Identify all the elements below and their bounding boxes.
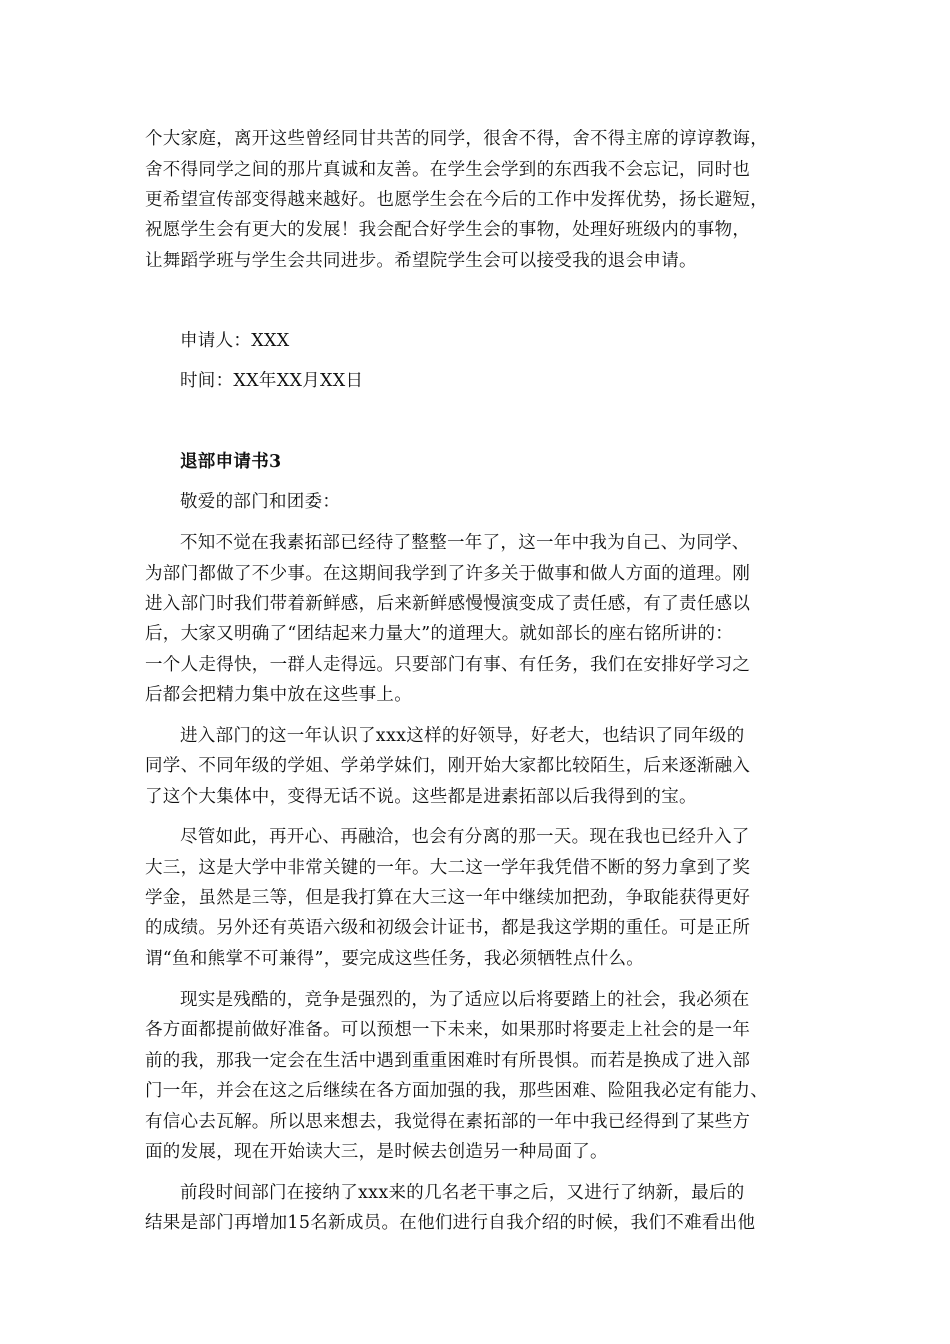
text-line: 前段时间部门在接纳了xxx来的几名老干事之后，又进行了纳新，最后的 <box>180 1183 745 1203</box>
text-line: 一个人走得快，一群人走得远。只要部门有事、有任务，我们在安排好学习之 <box>145 655 751 675</box>
date-line: 时间：XX年XX月XX日 <box>180 371 364 391</box>
text-line: 尽管如此，再开心、再融洽，也会有分离的那一天。现在我也已经升入了 <box>180 827 750 847</box>
text-line: 祝愿学生会有更大的发展！我会配合好学生会的事物，处理好班级内的事物， <box>145 220 751 240</box>
text-line: 了这个大集体中，变得无话不说。这些都是进素拓部以后我得到的宝。 <box>145 787 697 807</box>
text-line: 谓“鱼和熊掌不可兼得”，要完成这些任务，我必须牺牲点什么。 <box>145 949 645 969</box>
text-line: 更希望宣传部变得越来越好。也愿学生会在今后的工作中发挥优势，扬长避短， <box>145 190 768 210</box>
text-line: 的成绩。另外还有英语六级和初级会计证书，都是我这学期的重任。可是正所 <box>145 918 751 938</box>
text-line: 大三，这是大学中非常关键的一年。大二这一学年我凭借不断的努力拿到了奖 <box>145 858 751 878</box>
text-line: 进入部门的这一年认识了xxx这样的好领导，好老大，也结识了同年级的 <box>180 726 745 746</box>
text-line: 进入部门时我们带着新鲜感，后来新鲜感慢慢演变成了责任感，有了责任感以 <box>145 594 751 614</box>
applicant-line: 申请人：XXX <box>180 331 290 351</box>
text-line: 学金，虽然是三等，但是我打算在大三这一年中继续加把劲，争取能获得更好 <box>145 888 751 908</box>
text-line: 同学、不同年级的学姐、学弟学妹们，刚开始大家都比较陌生，后来逐渐融入 <box>145 756 751 776</box>
text-line: 让舞蹈学班与学生会共同进步。希望院学生会可以接受我的退会申请。 <box>145 251 697 271</box>
text-line: 为部门都做了不少事。在这期间我学到了许多关于做事和做人方面的道理。刚 <box>145 564 751 584</box>
text-line: 门一年，并会在这之后继续在各方面加强的我，那些困难、险阻我必定有能力、 <box>145 1081 768 1101</box>
text-line: 后都会把精力集中放在这些事上。 <box>145 685 412 705</box>
text-line: 个大家庭，离开这些曾经同甘共苦的同学，很舍不得，舍不得主席的谆谆教诲， <box>145 129 768 149</box>
text-line: 舍不得同学之间的那片真诚和友善。在学生会学到的东西我不会忘记，同时也 <box>145 160 751 180</box>
text-line: 后，大家又明确了“团结起来力量大”的道理大。就如部长的座右铭所讲的： <box>145 624 734 644</box>
text-line: 有信心去瓦解。所以思来想去，我觉得在素拓部的一年中我已经得到了某些方 <box>145 1112 751 1132</box>
text-line: 面的发展，现在开始读大三，是时候去创造另一种局面了。 <box>145 1142 608 1162</box>
text-line: 现实是残酷的，竞争是强烈的，为了适应以后将要踏上的社会，我必须在 <box>180 990 750 1010</box>
text-line: 前的我，那我一定会在生活中遇到重重困难时有所畏惧。而若是换成了进入部 <box>145 1051 751 1071</box>
text-line: 不知不觉在我素拓部已经待了整整一年了，这一年中我为自己、为同学、 <box>180 533 750 553</box>
text-line: 结果是部门再增加15名新成员。在他们进行自我介绍的时候，我们不难看出他 <box>145 1213 756 1233</box>
salutation: 敬爱的部门和团委： <box>180 492 341 512</box>
text-line: 各方面都提前做好准备。可以预想一下未来，如果那时将要走上社会的是一年 <box>145 1020 751 1040</box>
section-title: 退部申请书3 <box>180 452 282 472</box>
